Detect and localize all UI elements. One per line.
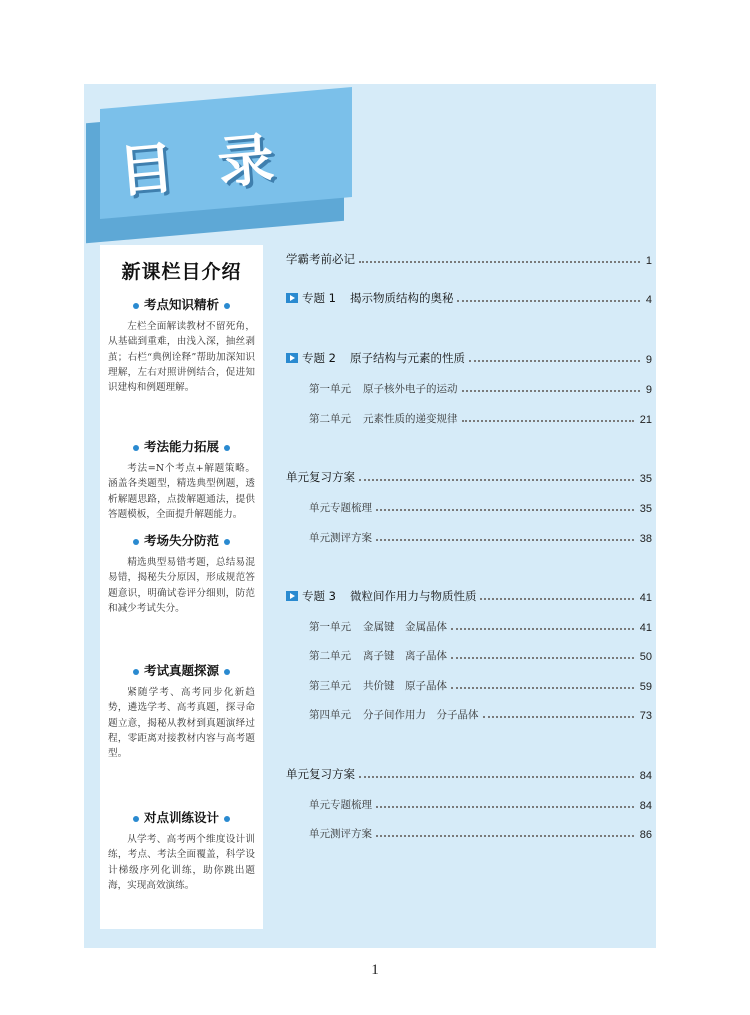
page-ref: 4 [645, 294, 652, 306]
intro-section [100, 295, 263, 395]
section-body: 紧随学考、高考同步化新趋势，遴选学考、高考真题，探寻命题立意，揭秘从教材到真题演绎过程，零距离对接教材内容与高考题型。 [108, 687, 255, 760]
dot-leader [376, 835, 634, 837]
dot-leader [469, 360, 640, 362]
page-ref: 86 [639, 829, 652, 841]
dot-leader [359, 479, 634, 481]
toc-entry-review[interactable]: 单元复习方案 35 [286, 470, 652, 485]
dot-leader [483, 716, 634, 718]
page-ref: 84 [639, 770, 652, 782]
toc-entry-unit[interactable]: 第三单元 共价键 原子晶体 59 [309, 680, 652, 693]
page-ref: 35 [639, 473, 652, 485]
dot-leader [359, 776, 634, 778]
toc-entry-unit[interactable]: 单元测评方案 86 [309, 828, 652, 841]
section-body: 考法=N个考点+解题策略。涵盖各类题型，精选典型例题，透析解题思路，点拨解题通法，提供答题模板，全面提升解题能力。 [108, 463, 255, 520]
page-ref: 38 [639, 533, 652, 545]
toc-entry-unit[interactable]: 第四单元 分子间作用力 分子晶体 73 [309, 709, 652, 722]
play-triangle-icon [286, 591, 298, 601]
dot-leader [376, 509, 634, 511]
page-number: 1 [371, 962, 379, 978]
dot-leader [451, 687, 634, 689]
page-ref: 21 [639, 414, 652, 426]
dot-leader [462, 390, 640, 392]
section-heading: 考点知识精析 [100, 295, 263, 313]
toc-entry-unit[interactable]: 单元专题梳理 84 [309, 799, 652, 812]
dot-leader [451, 657, 634, 659]
toc-entry-unit[interactable]: 第一单元 原子核外电子的运动 9 [309, 383, 652, 396]
toc-entry-unit[interactable]: 第二单元 元素性质的递变规律 21 [309, 413, 652, 426]
page-ref: 50 [639, 651, 652, 663]
page-ref: 41 [639, 622, 652, 634]
toc-entry-topic[interactable]: 专题 1 揭示物质结构的奥秘 4 [286, 290, 652, 306]
toc-entry-review[interactable]: 单元复习方案 84 [286, 767, 652, 782]
bullet-dot-icon [133, 539, 139, 545]
section-heading: 对点训练设计 [100, 808, 263, 826]
toc-entry-unit[interactable]: 单元专题梳理 35 [309, 502, 652, 515]
toc-entry-unit[interactable]: 单元测评方案 38 [309, 532, 652, 545]
bullet-dot-icon [133, 669, 139, 675]
bullet-dot-icon [133, 445, 139, 451]
dot-leader [480, 598, 633, 600]
bullet-dot-icon [224, 669, 230, 675]
intro-section [100, 661, 263, 761]
toc-entry-topic[interactable]: 专题 3 微粒间作用力与物质性质 41 [286, 588, 652, 604]
bullet-dot-icon [133, 303, 139, 309]
page-ref: 84 [639, 800, 652, 812]
play-triangle-icon [286, 353, 298, 363]
section-body: 左栏全面解读教材不留死角，从基础到重难，由浅入深，抽丝剥茧；右栏“典例诠释”帮助加深知识理解，左右对照讲例结合，促进知识建构和例题理解。 [108, 321, 255, 394]
intro-section [100, 808, 263, 893]
bullet-dot-icon [224, 303, 230, 309]
dot-leader [457, 300, 639, 302]
sidebar-title: 新课栏目介绍 [121, 261, 242, 283]
page-ref: 41 [639, 592, 652, 604]
section-heading: 考试真题探源 [100, 661, 263, 679]
section-body: 从学考、高考两个维度设计训练，考点、考法全面覆盖，科学设计梯级序列化训练，助你跳出题海，实现高效演练。 [108, 834, 255, 891]
bullet-dot-icon [224, 539, 230, 545]
toc-entry[interactable]: 学霸考前必记 1 [286, 252, 652, 267]
dot-leader [376, 539, 634, 541]
page-ref: 1 [645, 255, 652, 267]
toc-entry-unit[interactable]: 第一单元 金属键 金属晶体 41 [309, 621, 652, 634]
dot-leader [451, 628, 634, 630]
intro-section [100, 531, 263, 616]
page-ref: 9 [645, 354, 652, 366]
page-ref: 73 [639, 710, 652, 722]
column-intro-panel [100, 245, 263, 929]
bullet-dot-icon [224, 816, 230, 822]
page-ref: 35 [639, 503, 652, 515]
page-title: 目录 [115, 123, 321, 206]
toc-entry-topic[interactable]: 专题 2 原子结构与元素的性质 9 [286, 350, 652, 366]
bullet-dot-icon [133, 816, 139, 822]
intro-section [100, 437, 263, 522]
section-heading: 考场失分防范 [100, 531, 263, 549]
dot-leader [359, 261, 640, 263]
toc-entry-unit[interactable]: 第二单元 离子键 离子晶体 50 [309, 650, 652, 663]
page-ref: 59 [639, 681, 652, 693]
section-heading: 考法能力拓展 [100, 437, 263, 455]
play-triangle-icon [286, 293, 298, 303]
dot-leader [462, 420, 634, 422]
dot-leader [376, 806, 634, 808]
section-body: 精选典型易错考题，总结易混易错，揭秘失分原因，形成规范答题意识，明确试卷评分细则，防范和减少考试失分。 [108, 557, 255, 614]
page-ref: 9 [645, 384, 652, 396]
bullet-dot-icon [224, 445, 230, 451]
